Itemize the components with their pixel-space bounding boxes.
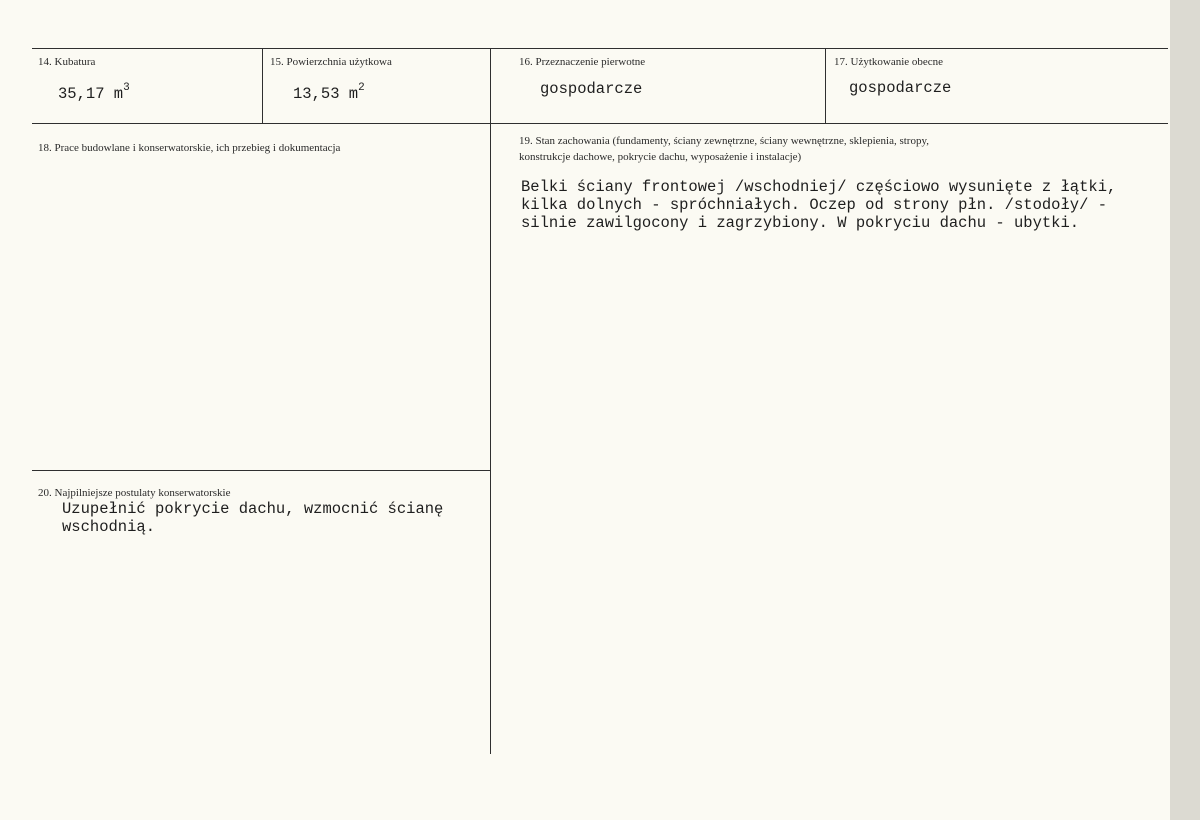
prace-label: 18. Prace budowlane i konserwatorskie, ich przebieg i dokumentacja (38, 142, 341, 154)
stan-label-line2: konstrukcje dachowe, pokrycie dachu, wyposażenie i instalacje) (519, 151, 802, 163)
kubatura-label: 14. Kubatura (38, 56, 96, 68)
stan-label-line1: 19. Stan zachowania (fundamenty, ściany zewnętrzne, ściany wewnętrzne, sklepienia, stropy, (519, 135, 930, 147)
uzytkowanie-label: 17. Użytkowanie obecne (834, 56, 944, 68)
postulaty-label: 20. Najpilniejsze postulaty konserwatorskie (38, 487, 231, 499)
top-border (32, 48, 1168, 49)
row-divider (32, 123, 1168, 124)
przeznaczenie-value: gospodarcze (540, 80, 643, 98)
stan-text: Belki ściany frontowej /wschodniej/ częściowo wysunięte z łątki, kilka dolnych - spróchniałych. Oczep od strony płn. /stodoły/ - silnie zawilgocony i zagrzybiony. W pokryciu dachu - ubytki. (521, 178, 1117, 232)
powierzchnia-label: 15. Powierzchnia użytkowa (270, 56, 392, 68)
left-column-divider (32, 470, 491, 471)
postulaty-text: Uzupełnić pokrycie dachu, wzmocnić ścianę wschodnią. (62, 500, 444, 536)
powierzchnia-value: 13,53 $m^2$ (293, 82, 365, 103)
background-edge (1170, 0, 1200, 820)
uzytkowanie-value: gospodarcze (849, 79, 952, 97)
kubatura-value: 35,17 $m^3$ (58, 82, 130, 103)
column-divider-3 (825, 48, 826, 123)
przeznaczenie-label: 16. Przeznaczenie pierwotne (519, 56, 646, 68)
column-divider-1 (262, 48, 263, 123)
column-divider-main (490, 48, 491, 754)
